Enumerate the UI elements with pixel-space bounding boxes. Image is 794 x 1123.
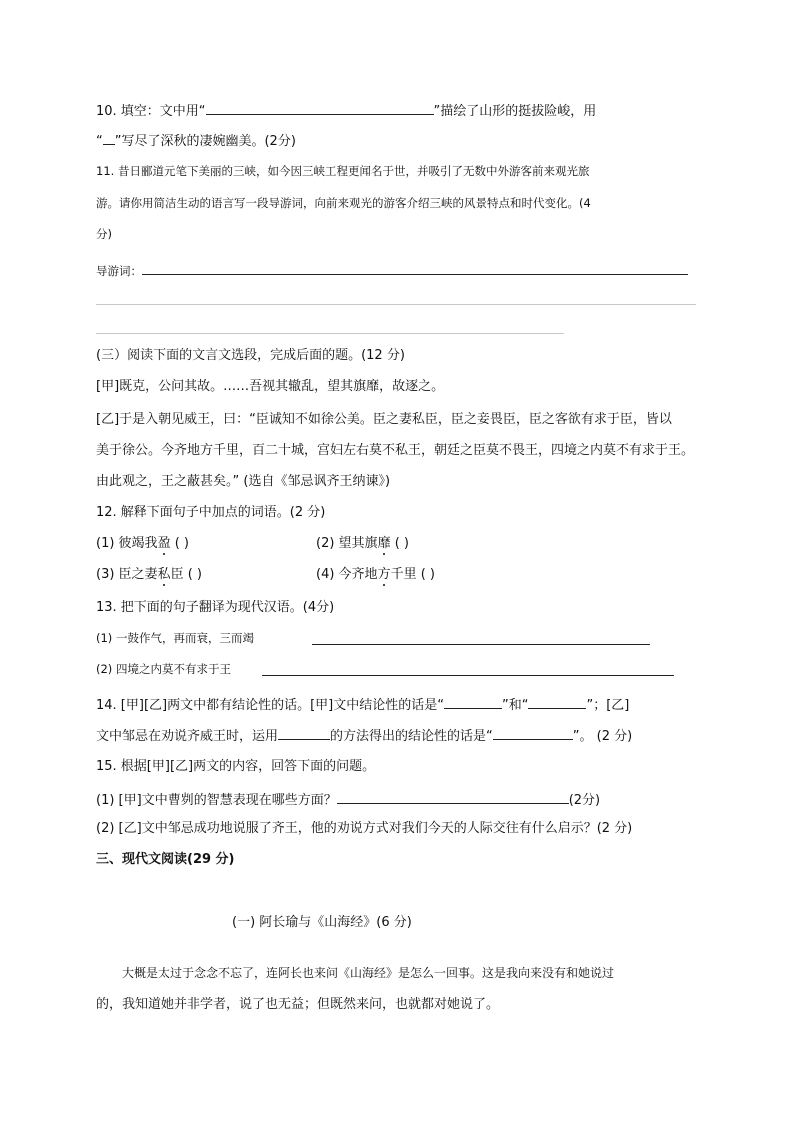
q13-answer-blank-2[interactable] (262, 663, 674, 676)
q14-blank-2[interactable] (528, 696, 586, 709)
q11-line1: 11. 昔日郦道元笔下美丽的三峡，如今因三峡工程更闻名于世，并吸引了无数中外游客前来观光旅 (96, 164, 590, 178)
q12-item-4: (4) 今齐地方千里 ( ) (316, 567, 435, 582)
q10-blank-2[interactable] (103, 132, 115, 145)
reading-1-title: (一) 阿长瑜与《山海经》(6 分) (232, 915, 412, 930)
q10-blank-1[interactable] (206, 102, 434, 115)
q14-blank-1[interactable] (444, 696, 502, 709)
q11-line3: 分) (96, 227, 112, 241)
dotted-word: 靡 (377, 536, 391, 551)
q12-item-3: (3) 臣之妻私臣 ( ) (96, 567, 202, 582)
section-3-heading: (三）阅读下面的文言文选段，完成后面的题。(12 分) (96, 348, 405, 363)
q10-line1: 10. 填空：文中用“ ”描绘了山形的挺拔险峻，用 (96, 104, 597, 119)
q12-item-2: (2) 望其旗靡 ( ) (316, 536, 409, 551)
tour-guide-answer-blank[interactable] (142, 262, 688, 275)
dotted-word: 方 (377, 567, 391, 582)
q12-item-1: (1) 彼竭我盈 ( ) (96, 536, 189, 551)
q13-answer-blank-1[interactable] (312, 632, 650, 645)
answer-rule-1 (96, 304, 696, 305)
dotted-word: 私 (157, 567, 171, 582)
q14-blank-3[interactable] (278, 727, 330, 740)
tour-guide-answer-line: 导游词： (96, 262, 688, 278)
q13-sentence-2: (2) 四境之内莫不有求于王 (96, 662, 231, 676)
q12-title: 12. 解释下面句子中加点的词语。(2 分) (96, 505, 326, 520)
q13-sentence-1: (1) 一鼓作气，再而衰，三而竭 (96, 631, 254, 645)
q15-sub-1: (1) [甲]文中曹刿的智慧表现在哪些方面？ (2分) (96, 793, 601, 808)
answer-rule-2 (96, 333, 564, 334)
q15-title: 15. 根据[甲][乙]两文的内容，回答下面的问题。 (96, 759, 376, 774)
q10-line2: “ ”写尽了深秋的凄婉幽美。(2分) (96, 134, 296, 149)
passage-jia: [甲]既克，公问其故。……吾视其辙乱，望其旗靡，故逐之。 (96, 379, 445, 394)
passage-yi-line1: [乙]于是入朝见威王，曰：“臣诚知不如徐公美。臣之妻私臣，臣之妾畏臣，臣之客欲有求于臣，皆以 (96, 412, 672, 427)
q14-line1: 14. [甲][乙]两文中都有结论性的话。[甲]文中结论性的话是“ ”和“ ”；[乙] (96, 698, 630, 713)
q15-blank-1[interactable] (337, 791, 569, 804)
passage-yi-line2: 美于徐公。今齐地方千里，百二十城，宫妇左右莫不私王，朝廷之臣莫不畏王，四境之内莫不有求于王。 (96, 443, 695, 458)
dotted-word: 盈 (157, 536, 171, 551)
reading-1-paragraph-line1: 大概是太过于念念不忘了，连阿长也来问《山海经》是怎么一回事。这是我向来没有和她说过 (122, 966, 615, 980)
part-3-heading: 三、现代文阅读(29 分) (96, 852, 235, 867)
q11-line2: 游。请你用简洁生动的语言写一段导游词，向前来观光的游客介绍三峡的风景特点和时代变化。(4 (96, 196, 591, 210)
passage-yi-line3: 由此观之，王之蔽甚矣。” (选自《邹忌讽齐王纳谏》) (96, 474, 391, 489)
q14-line2: 文中邹忌在劝说齐威王时，运用 的方法得出的结论性的话是“ ”。 (2 分) (96, 729, 633, 744)
q13-title: 13. 把下面的句子翻译为现代汉语。(4分) (96, 600, 335, 615)
reading-1-paragraph-line2: 的，我知道她并非学者，说了也无益；但既然来问，也就都对她说了。 (96, 997, 500, 1012)
q14-blank-4[interactable] (493, 727, 573, 740)
q15-sub-2: (2) [乙]文中邹忌成功地说服了齐王，他的劝说方式对我们今天的人际交往有什么启示？(2 分) (96, 821, 633, 836)
